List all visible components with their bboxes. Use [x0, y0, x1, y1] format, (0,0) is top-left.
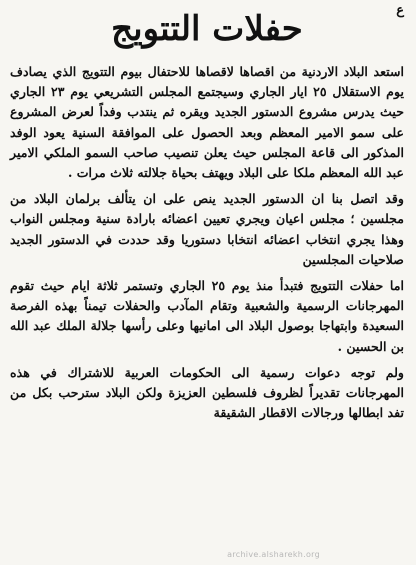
article-body [10, 62, 404, 423]
article-paragraph-4: ولم توجه دعوات رسمية الى الحكومات العربية للاشتراك في هذه المهرجانات تقديراً لظروف فلسطين العزيزة ولكن البلاد سترحب بكل من تفد ابطالها ورجالات الاقطار الشقيقة [10, 364, 404, 421]
article-paragraph-3: اما حفلات التتويج فتبدأ منذ يوم ٢٥ الجاري وتستمر ثلاثة ايام حيث تقوم المهرجانات الرسمية والشعبية وتقام المآدب والحفلات تيمناً بهذه الفرصة السعيدة وابتهاجا بوصول البلاد الى امانيها وعلى رأسها جلالة الملك عبد الله بن الحسين . [10, 278, 404, 354]
article-paragraph-2: وقد اتصل بنا ان الدستور الجديد ينص على ان يتألف برلمان البلاد من مجلسين ؛ مجلس اعيان ويجري تعيين اعضائه بارادة سنية ومجلس النواب وهذا يجري انتخاب اعضائه انتخابا دستوريا وقد حددت في الدستور الجديد صلاحيات المجلسين [10, 191, 404, 267]
article-headline: حفلات التتويج [111, 9, 303, 49]
corner-mark: ع [396, 3, 404, 18]
archive-watermark: archive.alsharekh.org [227, 550, 320, 559]
article-paragraph-1: استعد البلاد الاردنية من اقصاها لاقصاها للاحتفال بيوم التتويج الذي يصادف يوم الاستقلال ٢٥ ايار الجاري وسيجتمع المجلس التشريعي يوم ٢٣ الجاري حيث يدرس مشروع الدستور الجديد ويقره ثم ينتدب وفداً لعرض المشروع على سمو الامير المعظم وبعد الحصول على الموافقة السنية يعود الوفد المذكور الى قاعة المجلس حيث يعلن تنصيب صاحب السمو الملكي الامير عبد الله المعظم ملكا على البلاد ويهتف بحياة جلالته ثلاث مرات . [10, 64, 404, 181]
